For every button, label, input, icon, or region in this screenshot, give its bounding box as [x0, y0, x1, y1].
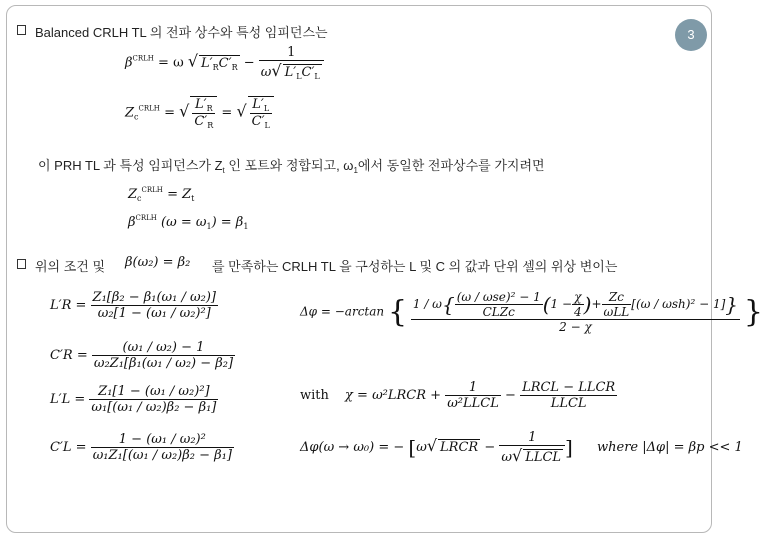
left-bracket-icon: [ — [408, 435, 417, 460]
ll-formula — [50, 384, 218, 415]
minus-sign: − — [484, 440, 496, 455]
inner-c-num: Zc — [602, 290, 632, 305]
sqrt-ll-over-cl — [248, 96, 274, 130]
sqrt-icon: √ — [511, 446, 523, 465]
sqrt-icon: √ — [236, 101, 247, 121]
lr-symbol: L′ — [201, 55, 213, 71]
beta-symbol: β — [125, 55, 133, 71]
sentence-prefix: 이 PRH TL 과 특성 임피던스가 Z — [38, 158, 223, 173]
cl-den: ω₁Z₁[(ω₁ / ω₂)β₂ − β₁] — [92, 448, 232, 463]
ll-num: Z₁[1 − (ω₁ / ω₂)²] — [89, 384, 218, 400]
phase-denominator: 2 − χ — [559, 320, 592, 334]
cl-symbol: C′ — [251, 114, 265, 129]
cr-symbol: C′ — [218, 55, 232, 71]
cr-symbol: C′ — [194, 114, 208, 129]
phase-lhs: Δφ = −arctan — [300, 304, 385, 319]
ll-sub: L — [296, 72, 302, 81]
fraction-numerator: 1 — [259, 45, 324, 61]
inner-c-den: ωLL — [603, 305, 630, 319]
where-clause: where |Δφ| = βp << 1 — [597, 440, 743, 455]
chi-term1-num: 1 — [445, 380, 501, 396]
cr-den: ω₂Z₁[β₁(ω₁ / ω₂) − β₂] — [93, 356, 234, 371]
equals-omega: = ω — [158, 55, 184, 71]
beta-crlh-equation — [125, 45, 324, 81]
sqrt-ll-cl — [283, 64, 322, 81]
sqrt-icon: √ — [179, 101, 190, 121]
cl-num: 1 − (ω₁ / ω₂)² — [91, 432, 234, 448]
cl-denominator — [250, 114, 272, 130]
cr-lhs: C′R = — [50, 348, 88, 363]
inner-b — [572, 290, 584, 319]
zc-crlh-equation — [125, 96, 274, 130]
beta-condition-equation — [128, 214, 248, 231]
bullet2-condition: β(ω₂) = β₂ — [125, 255, 191, 270]
cr-sub: R — [231, 62, 238, 72]
cl-lhs: C′L = — [50, 440, 87, 455]
chi-term2-num: LRCL − LLCR — [522, 380, 616, 395]
lr-den: ω₂[1 − (ω₁ / ω₂)²] — [97, 306, 211, 321]
bullet-square-icon — [17, 25, 26, 35]
sqrt-icon: √ — [271, 61, 282, 80]
limit-den: ω√ LLCL — [501, 446, 562, 465]
beta-arg-sub: 1 — [206, 222, 212, 231]
inner-b-num: χ — [572, 290, 584, 305]
beta-symbol: β — [128, 215, 136, 230]
left-brace-icon: { — [387, 294, 408, 330]
cl-fraction — [91, 432, 234, 463]
left-brace-icon: { — [441, 292, 455, 317]
chi-term2-den: LLCL — [550, 396, 587, 411]
z-sub: c — [137, 194, 142, 203]
bullet-square-icon — [17, 259, 26, 269]
ll-den: ω₁[(ω₁ / ω₂)β₂ − β₁] — [91, 400, 217, 415]
matching-sentence — [38, 155, 545, 175]
beta-sup: CRLH — [135, 214, 157, 222]
w1-sub: 1 — [353, 166, 358, 175]
bullet1-text: Balanced CRLH TL 의 전파 상수와 특성 임피던스는 — [35, 25, 328, 40]
phase-big-fraction — [411, 290, 740, 334]
sqrt-icon: √ — [426, 436, 438, 455]
plus-sign: + — [591, 297, 602, 311]
right-paren-icon: ) — [583, 292, 592, 317]
cl-sub: L — [314, 72, 320, 81]
cr-denominator — [192, 114, 215, 130]
zt-sub: t — [191, 194, 195, 203]
chi-definition — [300, 380, 617, 411]
page-number-badge: 3 — [675, 19, 707, 51]
right-brace-icon: } — [743, 294, 763, 330]
lr-num: Z₁[β₂ − β₁(ω₁ / ω₂)] — [92, 290, 216, 305]
equals-sign: = — [164, 105, 175, 121]
ll-sub: L — [263, 104, 270, 113]
lr-lhs: L′R = — [50, 298, 87, 313]
phase-prefix: 1 / ω — [412, 297, 442, 311]
beta-arg: (ω = ω — [161, 215, 207, 230]
chi-term1-den: ω²LLCL — [447, 396, 499, 411]
limit-num: 1 — [499, 430, 565, 446]
lr-symbol: L′ — [194, 97, 207, 112]
ll-numerator — [250, 97, 272, 114]
lr-fraction — [91, 290, 218, 321]
left-paren-icon: ( — [542, 292, 551, 317]
z-symbol: Z — [125, 105, 135, 121]
ll-fraction — [89, 384, 218, 415]
inner-a-den: CLZc — [482, 305, 515, 319]
fraction-denominator — [259, 61, 324, 81]
cr-sub: R — [207, 121, 214, 130]
minus-sign: − — [505, 388, 516, 403]
inner-b-lead: 1 − — [550, 297, 573, 311]
z-sup: CRLH — [138, 104, 160, 113]
ll-symbol: L′ — [252, 97, 264, 112]
phase-limit-formula: Δφ(ω → ω₀) = − [ω√ LRCR − $\frac{1}{\text{ω√ LLCL}}$ ] where |Δφ| = βp << 1 — [300, 430, 743, 465]
sqrt-lr-cr — [199, 55, 240, 72]
zt-sub: t — [222, 166, 225, 175]
chi-term1 — [445, 380, 501, 411]
sqrt-lr-over-cr — [190, 96, 217, 130]
bullet2-prefix: 위의 조건 및 — [35, 259, 106, 274]
beta-rhs-sub: 1 — [243, 222, 249, 231]
lr-sub: R — [206, 104, 213, 113]
inner-b-den: 4 — [574, 305, 582, 319]
lr-numerator — [192, 97, 215, 114]
inverse-fraction — [259, 45, 324, 81]
inner-a — [455, 290, 543, 319]
bullet2-suffix: 를 만족하는 CRLH TL 을 구성하는 L 및 C 의 값과 단위 셀의 위상 변이는 — [212, 259, 618, 274]
inner-d: [(ω / ωsh)² − 1] — [631, 297, 726, 311]
lr-sub: R — [212, 62, 219, 72]
minus-sign: − — [243, 55, 255, 71]
lr-formula — [50, 290, 218, 321]
chi-lhs: χ = ω²LRCR + — [345, 388, 442, 403]
right-bracket-icon: ] — [565, 435, 573, 460]
zc-zt-equation — [128, 186, 194, 203]
inner-a-num: (ω / ωse)² − 1 — [456, 290, 541, 304]
phase-numerator — [411, 290, 740, 320]
cr-fraction — [92, 340, 235, 371]
z-sup: CRLH — [141, 186, 163, 194]
sqrt-icon: √ — [187, 51, 199, 71]
inner-c — [602, 290, 632, 319]
beta-rhs: ) = β — [211, 215, 244, 230]
cl-sub: L — [264, 121, 270, 130]
cl-formula — [50, 432, 234, 463]
zt-rhs: = Z — [167, 187, 192, 202]
beta-superscript: CRLH — [132, 54, 154, 63]
limit-fraction — [499, 430, 565, 465]
equals-sign: = — [221, 105, 233, 121]
z-sub: c — [134, 112, 139, 122]
sentence-middle: 인 포트와 정합되고, ω — [224, 158, 354, 173]
z-symbol: Z — [128, 187, 138, 202]
with-word: with — [300, 388, 329, 403]
ll-symbol: L′ — [284, 65, 297, 80]
right-brace-icon: } — [725, 292, 738, 317]
cl-symbol: C′ — [301, 65, 315, 80]
sentence-end: 에서 동일한 전파상수를 가지려면 — [357, 158, 545, 173]
omega-symbol: ω — [260, 65, 272, 80]
chi-term2 — [520, 380, 617, 411]
ll-lhs: L′L = — [50, 392, 86, 407]
sqrt-lrcr: LRCR — [440, 440, 479, 455]
limit-lhs: Δφ(ω → ω₀) = − — [300, 440, 405, 455]
phase-shift-formula — [300, 290, 763, 334]
sqrt-llcl: LLCL — [525, 450, 562, 465]
cr-formula — [50, 340, 235, 371]
cr-num: (ω₁ / ω₂) − 1 — [92, 340, 235, 356]
